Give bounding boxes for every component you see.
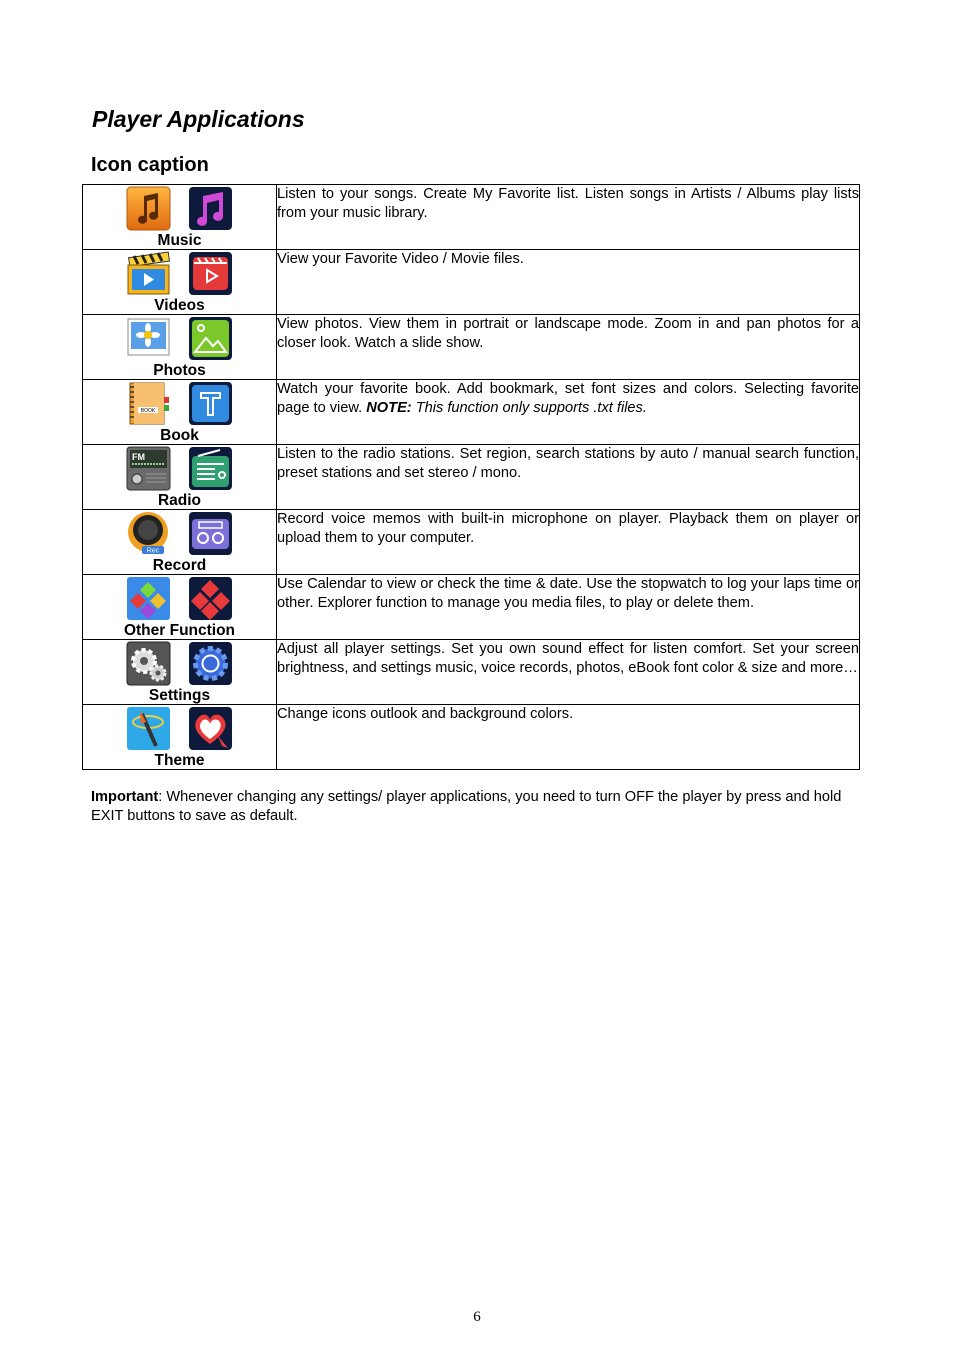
- app-description: [277, 380, 860, 445]
- app-label: Radio: [157, 492, 202, 509]
- cassette-tape-icon: [188, 511, 233, 556]
- app-label: Videos: [154, 297, 205, 314]
- svg-text:Rec: Rec: [146, 547, 160, 555]
- page-title: Player Applications: [92, 106, 305, 132]
- heart-ribbon-icon: [188, 706, 233, 751]
- icon-cell: [83, 640, 277, 705]
- table-row: [83, 185, 860, 250]
- table-row: [83, 445, 860, 510]
- icon-cell: [83, 185, 277, 250]
- app-description: Listen to the radio stations. Set region, search stations by auto / manual search function, preset stations and set stereo / mono.: [277, 445, 860, 510]
- applications-table: [82, 184, 860, 770]
- paint-brush-icon: [126, 706, 171, 751]
- radio-icon: [188, 446, 233, 491]
- settings-gear-icon: [188, 641, 233, 686]
- app-description: Use Calendar to view or check the time & date. Use the stopwatch to log your laps time or other. Explorer function to manage you media files, to play or delete them.: [277, 575, 860, 640]
- note-label: NOTE:: [366, 399, 412, 416]
- important-label: Important: [91, 789, 159, 805]
- landscape-picture-icon: [188, 316, 233, 361]
- table-row: [83, 575, 860, 640]
- music-app-icon: [188, 186, 233, 231]
- music-note-icon: [126, 186, 171, 231]
- gears-icon: [126, 641, 171, 686]
- page-number: 6: [473, 1309, 481, 1325]
- text-t-icon: [188, 381, 233, 426]
- icon-cell: [83, 575, 277, 640]
- section-subtitle: Icon caption: [91, 154, 209, 176]
- app-description: View photos. View them in portrait or landscape mode. Zoom in and pan photos for a closer look. Watch a slide show.: [277, 315, 860, 380]
- svg-text:FM: FM: [132, 452, 145, 462]
- important-text: : Whenever changing any settings/ player applications, you need to turn OFF the player by press and hold EXIT buttons to save as default.: [91, 789, 842, 824]
- rec-microphone-icon: [126, 511, 171, 556]
- table-row: [83, 510, 860, 575]
- icon-cell: [83, 705, 277, 770]
- app-label: Settings: [148, 687, 211, 704]
- table-row: [83, 705, 860, 770]
- table-row: [83, 640, 860, 705]
- icon-cell: [83, 445, 277, 510]
- video-play-icon: [188, 251, 233, 296]
- app-label: Book: [160, 427, 199, 444]
- important-note: [91, 788, 866, 825]
- description-main: Watch your favorite book. Add bookmark, set font sizes and colors. Selecting favorite page to view.: [277, 381, 859, 416]
- table-row: [83, 315, 860, 380]
- icon-cell: [83, 250, 277, 315]
- icon-cell: [83, 510, 277, 575]
- app-label: Photos: [153, 362, 206, 379]
- fm-radio-icon: [126, 446, 171, 491]
- svg-text:BOOK: BOOK: [140, 408, 156, 414]
- photo-flower-icon: [126, 316, 171, 361]
- app-description: Adjust all player settings. Set you own sound effect for listen comfort. Set your screen brightness, and settings music, voice records, photos, eBook font color & size and more…: [277, 640, 860, 705]
- app-label: Other Function: [123, 622, 236, 639]
- diamonds-red-icon: [188, 576, 233, 621]
- note-text: This function only supports .txt files.: [415, 399, 647, 416]
- app-description: Change icons outlook and background colors.: [277, 705, 860, 770]
- table-row: [83, 380, 860, 445]
- book-icon: [126, 381, 171, 426]
- app-description: Record voice memos with built-in microphone on player. Playback them on player or upload them to your computer.: [277, 510, 860, 575]
- app-label: Theme: [154, 752, 205, 769]
- table-row: [83, 250, 860, 315]
- app-label: Record: [152, 557, 207, 574]
- app-label: Music: [157, 232, 202, 249]
- app-description: View your Favorite Video / Movie files.: [277, 250, 860, 315]
- diamonds-blue-icon: [126, 576, 171, 621]
- icon-cell: [83, 315, 277, 380]
- clapperboard-icon: [126, 251, 171, 296]
- icon-cell: [83, 380, 277, 445]
- app-description: Listen to your songs. Create My Favorite list. Listen songs in Artists / Albums play lists from your music library.: [277, 185, 860, 250]
